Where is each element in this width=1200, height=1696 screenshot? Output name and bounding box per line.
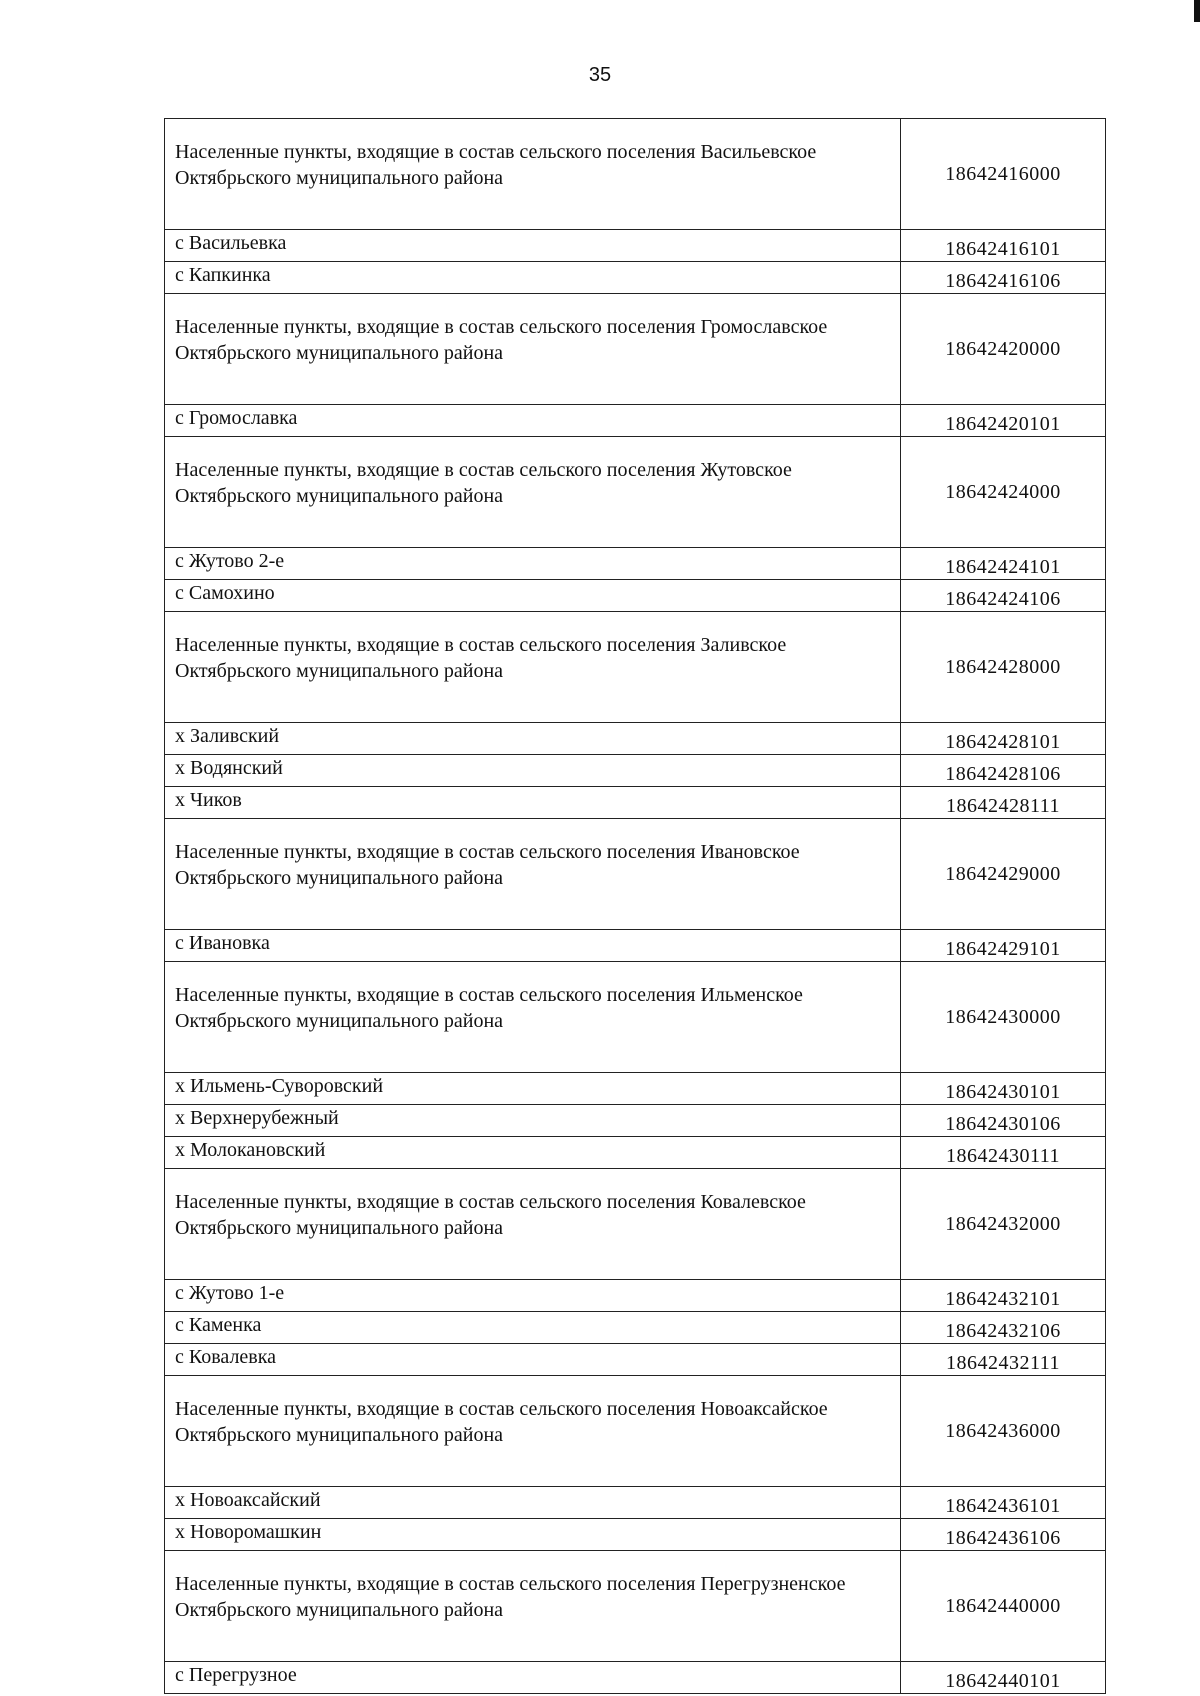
settlement-row [165,548,1106,580]
settlement-code-cell: 18642428106 [901,755,1106,787]
settlement-code-cell: 18642436106 [901,1519,1106,1551]
settlement-name-cell: с Капкинка [165,262,901,294]
group-name-cell: Населенные пункты, входящие в состав сельского поселения Новоаксайское Октябрьского муниципального района [165,1376,901,1487]
page-number: 35 [588,64,612,86]
scan-edge-mark [1194,0,1200,22]
settlement-name-cell: х Молокановский [165,1137,901,1169]
group-code-cell: 18642416000 [901,119,1106,230]
group-code-cell: 18642430000 [901,962,1106,1073]
group-name-cell: Населенные пункты, входящие в состав сельского поселения Ильменское Октябрьского муниципального района [165,962,901,1073]
settlement-row [165,1662,1106,1694]
group-name-cell: Населенные пункты, входящие в состав сельского поселения Заливское Октябрьского муниципального района [165,612,901,723]
settlement-name-cell: х Новоаксайский [165,1487,901,1519]
settlement-name-cell: с Громославка [165,405,901,437]
settlement-code-cell: 18642440101 [901,1662,1106,1694]
settlement-name-cell: с Жутово 1-е [165,1280,901,1312]
settlement-row [165,1280,1106,1312]
settlement-name-cell: с Васильевка [165,230,901,262]
settlement-row [165,1487,1106,1519]
settlement-row [165,755,1106,787]
settlement-name-cell: х Водянский [165,755,901,787]
settlement-row [165,1073,1106,1105]
settlement-code-cell: 18642416106 [901,262,1106,294]
settlement-row [165,1344,1106,1376]
settlement-group-row [165,1376,1106,1487]
settlement-row [165,787,1106,819]
settlement-group-row [165,1169,1106,1280]
settlement-name-cell: с Перегрузное [165,1662,901,1694]
group-name-cell: Населенные пункты, входящие в состав сельского поселения Ковалевское Октябрьского муниципального района [165,1169,901,1280]
settlement-code-cell: 18642429101 [901,930,1106,962]
settlement-row [165,230,1106,262]
settlement-code-table [164,118,1106,1694]
settlement-group-row [165,119,1106,230]
settlement-name-cell: с Ивановка [165,930,901,962]
group-code-cell: 18642420000 [901,294,1106,405]
group-code-cell: 18642436000 [901,1376,1106,1487]
group-name-cell: Населенные пункты, входящие в состав сельского поселения Васильевское Октябрьского муниципального района [165,119,901,230]
settlement-code-cell: 18642424106 [901,580,1106,612]
group-name-cell: Населенные пункты, входящие в состав сельского поселения Перегрузненское Октябрьского муниципального района [165,1551,901,1662]
settlement-code-cell: 18642428111 [901,787,1106,819]
settlement-code-cell: 18642432111 [901,1344,1106,1376]
settlement-code-cell: 18642430101 [901,1073,1106,1105]
settlement-code-cell: 18642430106 [901,1105,1106,1137]
settlement-row [165,1105,1106,1137]
settlement-name-cell: с Жутово 2-е [165,548,901,580]
settlement-code-cell: 18642436101 [901,1487,1106,1519]
group-name-cell: Населенные пункты, входящие в состав сельского поселения Громославское Октябрьского муниципального района [165,294,901,405]
settlement-name-cell: х Ильмень-Суворовский [165,1073,901,1105]
group-code-cell: 18642428000 [901,612,1106,723]
settlement-name-cell: х Чиков [165,787,901,819]
group-name-cell: Населенные пункты, входящие в состав сельского поселения Ивановское Октябрьского муниципального района [165,819,901,930]
settlement-name-cell: х Новоромашкин [165,1519,901,1551]
group-code-cell: 18642424000 [901,437,1106,548]
settlement-group-row [165,962,1106,1073]
settlement-group-row [165,612,1106,723]
settlement-row [165,1137,1106,1169]
settlement-code-cell: 18642432106 [901,1312,1106,1344]
group-code-cell: 18642429000 [901,819,1106,930]
settlement-name-cell: х Заливский [165,723,901,755]
settlement-group-row [165,437,1106,548]
group-name-cell: Населенные пункты, входящие в состав сельского поселения Жутовское Октябрьского муниципального района [165,437,901,548]
settlement-row [165,262,1106,294]
settlement-group-row [165,294,1106,405]
settlement-name-cell: с Самохино [165,580,901,612]
table-body [165,119,1106,1694]
group-code-cell: 18642432000 [901,1169,1106,1280]
settlement-row [165,1312,1106,1344]
settlement-group-row [165,1551,1106,1662]
settlement-row [165,930,1106,962]
settlement-code-cell: 18642416101 [901,230,1106,262]
settlement-name-cell: с Ковалевка [165,1344,901,1376]
group-code-cell: 18642440000 [901,1551,1106,1662]
settlement-code-cell: 18642424101 [901,548,1106,580]
settlement-name-cell: с Каменка [165,1312,901,1344]
settlement-code-cell: 18642420101 [901,405,1106,437]
settlement-row [165,580,1106,612]
settlement-row [165,1519,1106,1551]
settlement-code-cell: 18642430111 [901,1137,1106,1169]
settlement-name-cell: х Верхнерубежный [165,1105,901,1137]
settlement-row [165,723,1106,755]
settlement-code-cell: 18642428101 [901,723,1106,755]
settlement-row [165,405,1106,437]
settlement-group-row [165,819,1106,930]
settlement-code-cell: 18642432101 [901,1280,1106,1312]
